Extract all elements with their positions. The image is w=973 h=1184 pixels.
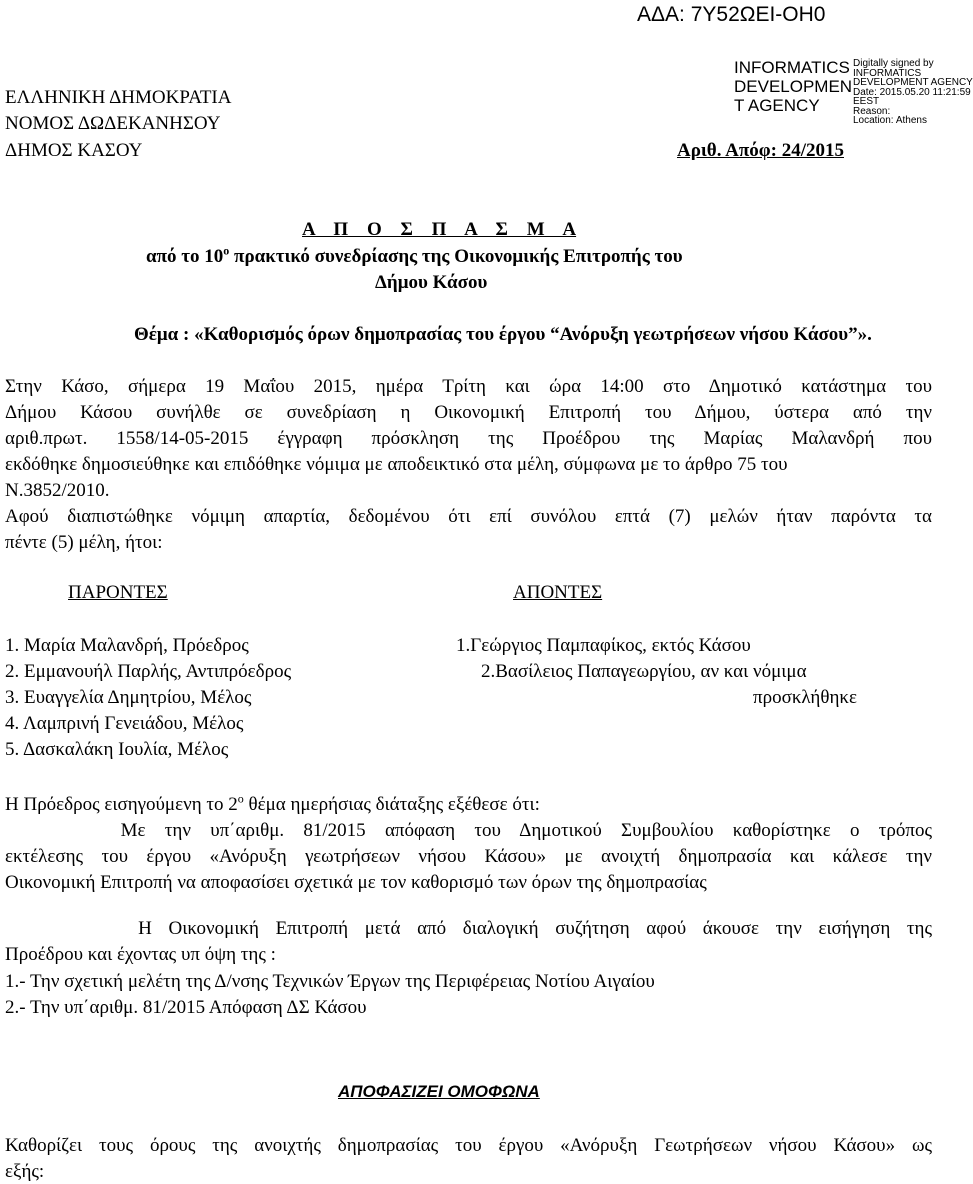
intro-line: εκδόθηκε δημοσιεύθηκε και επιδόθηκε νόμιμα με αποδεικτικό στα μέλη, σύμφωνα με το άρθρο 75 του xyxy=(5,454,788,475)
ada-code: ΑΔΑ: 7Υ52ΩΕΙ-ΟΗ0 xyxy=(637,3,826,26)
subtitle-part: από το 10 xyxy=(146,246,224,267)
document-heading: Α Π Ο Σ Π Α Σ Μ Α xyxy=(302,219,577,240)
header-line: ΕΛΛΗΝΙΚΗ ΔΗΜΟΚΡΑΤΙΑ xyxy=(5,87,232,108)
consideration-item: 2.- Την υπ΄αριθμ. 81/2015 Απόφαση ΔΣ Κάσου xyxy=(5,997,367,1018)
present-heading: ΠΑΡΟΝΤΕΣ xyxy=(68,582,168,603)
signature-signer-line: DEVELOPMEN xyxy=(734,77,853,96)
signature-signer-line: INFORMATICS xyxy=(734,58,850,77)
document-subject: Θέμα : «Καθορισμός όρων δημοπρασίας του έργου “Ανόρυξη γεωτρήσεων νήσου Κάσου”». xyxy=(134,324,872,345)
signature-signer-line: T AGENCY xyxy=(734,96,820,115)
absent-member-continued: προσκλήθηκε xyxy=(753,687,857,708)
absent-member: 2.Βασίλειος Παπαγεωργίου, αν και νόμιμα xyxy=(481,661,807,682)
decision-text-line: εξής: xyxy=(5,1161,45,1182)
present-member: 2. Εμμανουήλ Παρλής, Αντιπρόεδρος xyxy=(5,661,292,682)
topic-intro xyxy=(5,792,540,817)
signature-detail-line: Location: Athens xyxy=(853,115,927,126)
subtitle-part: πρακτικό συνεδρίασης της Οικονομικής Επιτροπής του xyxy=(229,246,683,267)
signature-detail-line: EEST xyxy=(853,96,880,107)
intro-line: αριθ.πρωτ. 1558/14-05-2015 έγγραφη πρόσκληση της Προέδρου της Μαρίας Μαλανδρή που xyxy=(5,428,932,449)
topic-body-line: εκτέλεσης του έργου «Ανόρυξη γεωτρήσεων νήσου Κάσου» με ανοιχτή δημοπρασία και κάλεσε την xyxy=(5,846,932,867)
decision-number: Αριθ. Απόφ: 24/2015 xyxy=(677,140,844,161)
absent-member: 1.Γεώργιος Παμπαφίκος, εκτός Κάσου xyxy=(456,635,751,656)
topic-body-line: Οικονομική Επιτροπή να αποφασίσει σχετικά με τον καθορισμό των όρων της δημοπρασίας xyxy=(5,872,707,893)
intro-line: Στην Κάσο, σήμερα 19 Μαΐου 2015, ημέρα Τρίτη και ώρα 14:00 στο Δημοτικό κατάστημα του xyxy=(5,376,932,397)
quorum-line: Αφού διαπιστώθηκε νόμιμη απαρτία, δεδομένου ότι επί συνόλου επτά (7) μελών ήταν παρόντα τα xyxy=(5,506,932,527)
present-member: 5. Δασκαλάκη Ιουλία, Μέλος xyxy=(5,739,229,760)
topic-intro-part: θέμα ημερήσιας διάταξης εξέθεσε ότι: xyxy=(243,794,540,815)
committee-line: Προέδρου και έχοντας υπ όψη της : xyxy=(5,944,276,965)
topic-superscript: ο xyxy=(237,791,244,806)
signature-signer xyxy=(734,58,852,115)
present-member: 4. Λαμπρινή Γενειάδου, Μέλος xyxy=(5,713,244,734)
signature-detail-line: Reason: xyxy=(853,105,891,117)
header-line: ΔΗΜΟΣ ΚΑΣΟΥ xyxy=(5,140,143,161)
decision-text-line: Καθορίζει τους όρους της ανοιχτής δημοπρασίας του έργου «Ανόρυξη Γεωτρήσεων νήσου Κάσου» ως xyxy=(5,1135,932,1156)
header-line: ΝΟΜΟΣ ΔΩΔΕΚΑΝΗΣΟΥ xyxy=(5,113,221,134)
document-subtitle xyxy=(146,244,683,269)
signature-detail-line: Digitally signed by xyxy=(853,58,934,69)
signature-detail-line: DEVELOPMENT AGENCY xyxy=(853,77,973,88)
signature-detail-line: INFORMATICS xyxy=(853,67,922,79)
absent-heading: ΑΠΟΝΤΕΣ xyxy=(513,582,603,603)
signature-detail-line: Date: 2015.05.20 11:21:59 xyxy=(853,86,971,98)
decision-title: ΑΠΟΦΑΣΙΖΕΙ ΟΜΟΦΩΝΑ xyxy=(338,1082,540,1101)
consideration-item: 1.- Την σχετική μελέτη της Δ/νσης Τεχνικών Έργων της Περιφέρειας Νοτίου Αιγαίου xyxy=(5,971,655,992)
present-member: 1. Μαρία Μαλανδρή, Πρόεδρος xyxy=(5,635,249,656)
committee-line: Η Οικονομική Επιτροπή μετά από διαλογική συζήτηση αφού άκουσε την εισήγηση της xyxy=(5,918,932,939)
subtitle-superscript: ο xyxy=(223,243,230,258)
present-member: 3. Ευαγγελία Δημητρίου, Μέλος xyxy=(5,687,252,708)
intro-line: Ν.3852/2010. xyxy=(5,480,110,501)
intro-line: Δήμου Κάσου συνήλθε σε συνεδρίαση η Οικονομική Επιτροπή του Δήμου, ύστερα από την xyxy=(5,402,932,423)
document-subtitle-line2: Δήμου Κάσου xyxy=(375,272,488,293)
topic-intro-part: Η Πρόεδρος εισηγούμενη το 2 xyxy=(5,794,238,815)
quorum-line: πέντε (5) μέλη, ήτοι: xyxy=(5,532,163,553)
signature-details xyxy=(853,59,973,126)
topic-body-line: Με την υπ΄αριθμ. 81/2015 απόφαση του Δημοτικού Συμβουλίου καθορίστηκε ο τρόπος xyxy=(5,820,932,841)
